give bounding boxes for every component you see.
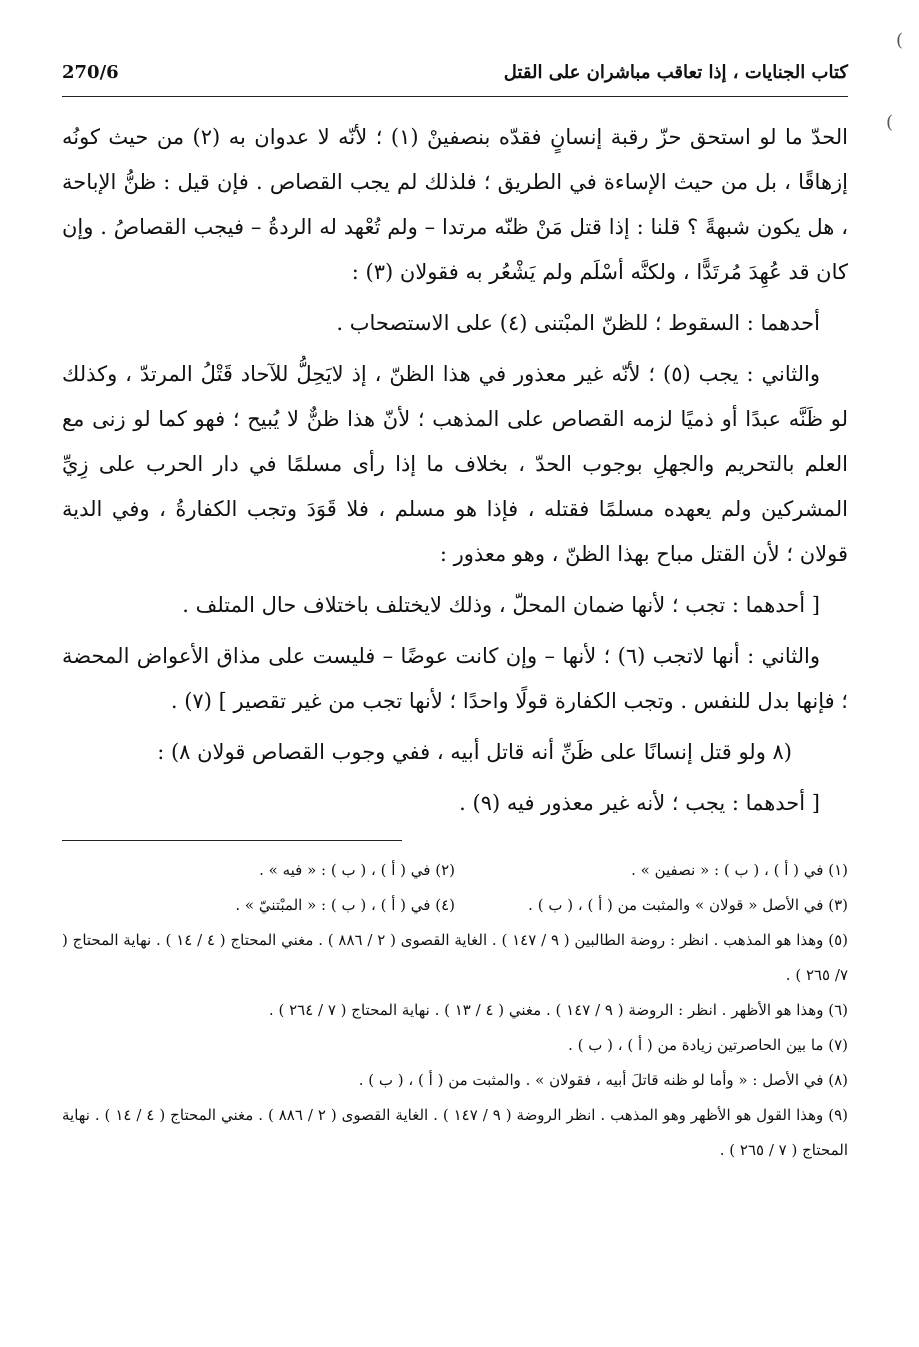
footnote-row-2 <box>62 888 848 923</box>
footnote-separator <box>62 840 402 841</box>
footnote-5: (٥) وهذا هو المذهب . انظر : روضة الطالبين ( ٩ / ١٤٧ ) . الغاية القصوى ( ٢ / ٨٨٦ ) . مغني المحتاج ( ٤ / ١٤ ) . نهاية المحتاج ( ٧/ ٢٦٥ ) . <box>62 931 848 984</box>
margin-mark-side: ( <box>886 112 894 133</box>
paragraph-5: والثاني : أنها لاتجب (٦) ؛ لأنها – وإن كانت عوضًا – فليست على مذاق الأعواض المحضة ؛ فإنها بدل للنفس . وتجب الكفارة قولًا واحدًا ؛ لأنها تجب من غير تقصير ] (٧) . <box>62 644 848 713</box>
paragraph-3: والثاني : يجب (٥) ؛ لأنّه غير معذور في هذا الظنّ ، إذ لايَحِلُّ للآحاد قَتْلُ المرتدّ ، وكذلك لو ظَنَّه عبدًا أو ذميًا لزمه القصاص على المذهب ؛ لأنّ هذا ظنٌّ لا يُبيح ؛ فهو كما لو زنى مع العلم بالتحريم والجهلِ بوجوب الحدّ ، بخلاف ما إذا رأى مسلمًا في دار الحرب على زِيِّ المشركين ولم يعهده مسلمًا فقتله ، فإذا هو مسلم ، فلا قَوَدَ وتجب الكفارةُ ، وفي الدية قولان ؛ لأن القتل مباح بهذا الظنّ ، وهو معذور : <box>62 362 848 566</box>
footnotes <box>62 853 848 1168</box>
page-header <box>62 58 848 97</box>
book-page <box>62 58 848 1168</box>
footnote-1: (١) في ( أ ) ، ( ب ) : « نصفين » . <box>631 861 848 879</box>
footnote-8: (٨) في الأصل : « وأما لو ظنه قاتلَ أبيه ، فقولان » . والمثبت من ( أ ) ، ( ب ) . <box>358 1071 848 1089</box>
paragraph-1: الحدّ ما لو استحق حزّ رقبة إنسانٍ فقدّه بنصفينْ (١) ؛ لأنّه لا عدوان به (٢) من حيث كونُه إزهاقًا ، بل من حيث الإساءة في الطريق ؛ فلذلك لم يجب القصاص . فإن قيل : ظنُّ الإباحة ، هل يكون شبهةً ؟ قلنا : إذا قتل مَنْ ظنّه مرتدا – ولم تُعْهد له الردةُ – فيجب القصاصُ . وإن كان قد عُهِدَ مُرتَدًّا ، ولكنَّه أسْلَم ولم يَشْعُر به فقولان (٣) : <box>62 125 848 284</box>
paragraph-6: (٨ ولو قتل إنسانًا على ظَنِّ أنه قاتل أبيه ، ففي وجوب القصاص قولان ٨) : <box>157 740 792 764</box>
footnote-7: (٧) ما بين الحاصرتين زيادة من ( أ ) ، ( ب ) . <box>568 1036 848 1054</box>
footnote-3: (٣) في الأصل « قولان » والمثبت من ( أ ) ، ( ب ) . <box>528 896 848 914</box>
margin-mark-top: ( <box>896 30 904 51</box>
main-text <box>62 115 848 826</box>
footnote-6: (٦) وهذا هو الأظهر . انظر : الروضة ( ٩ / ١٤٧ ) . مغني ( ٤ / ١٣ ) . نهاية المحتاج ( ٧ / ٢٦٤ ) . <box>268 1001 848 1019</box>
paragraph-7: [ أحدهما : يجب ؛ لأنه غير معذور فيه (٩) . <box>459 791 820 815</box>
footnote-row-1 <box>62 853 848 888</box>
footnote-2: (٢) في ( أ ) ، ( ب ) : « فيه » . <box>259 861 455 879</box>
paragraph-4: [ أحدهما : تجب ؛ لأنها ضمان المحلّ ، وذلك لايختلف باختلاف حال المتلف . <box>182 593 820 617</box>
footnote-4: (٤) في ( أ ) ، ( ب ) : « المبْتنيّ » . <box>235 896 455 914</box>
footnote-9: (٩) وهذا القول هو الأظهر وهو المذهب . انظر الروضة ( ٩ / ١٤٧ ) . الغاية القصوى ( ٢ / ٨٨٦ ) . مغني المحتاج ( ٤ / ١٤ ) . نهاية المحتاج ( ٧ / ٢٦٥ ) . <box>62 1106 848 1159</box>
page-number: 270/6 <box>62 62 119 83</box>
paragraph-2: أحدهما : السقوط ؛ للظنّ المبْتنى (٤) على الاستصحاب . <box>336 311 820 335</box>
running-title: كتاب الجنايات ، إذا تعاقب مباشران على القتل <box>503 62 848 83</box>
